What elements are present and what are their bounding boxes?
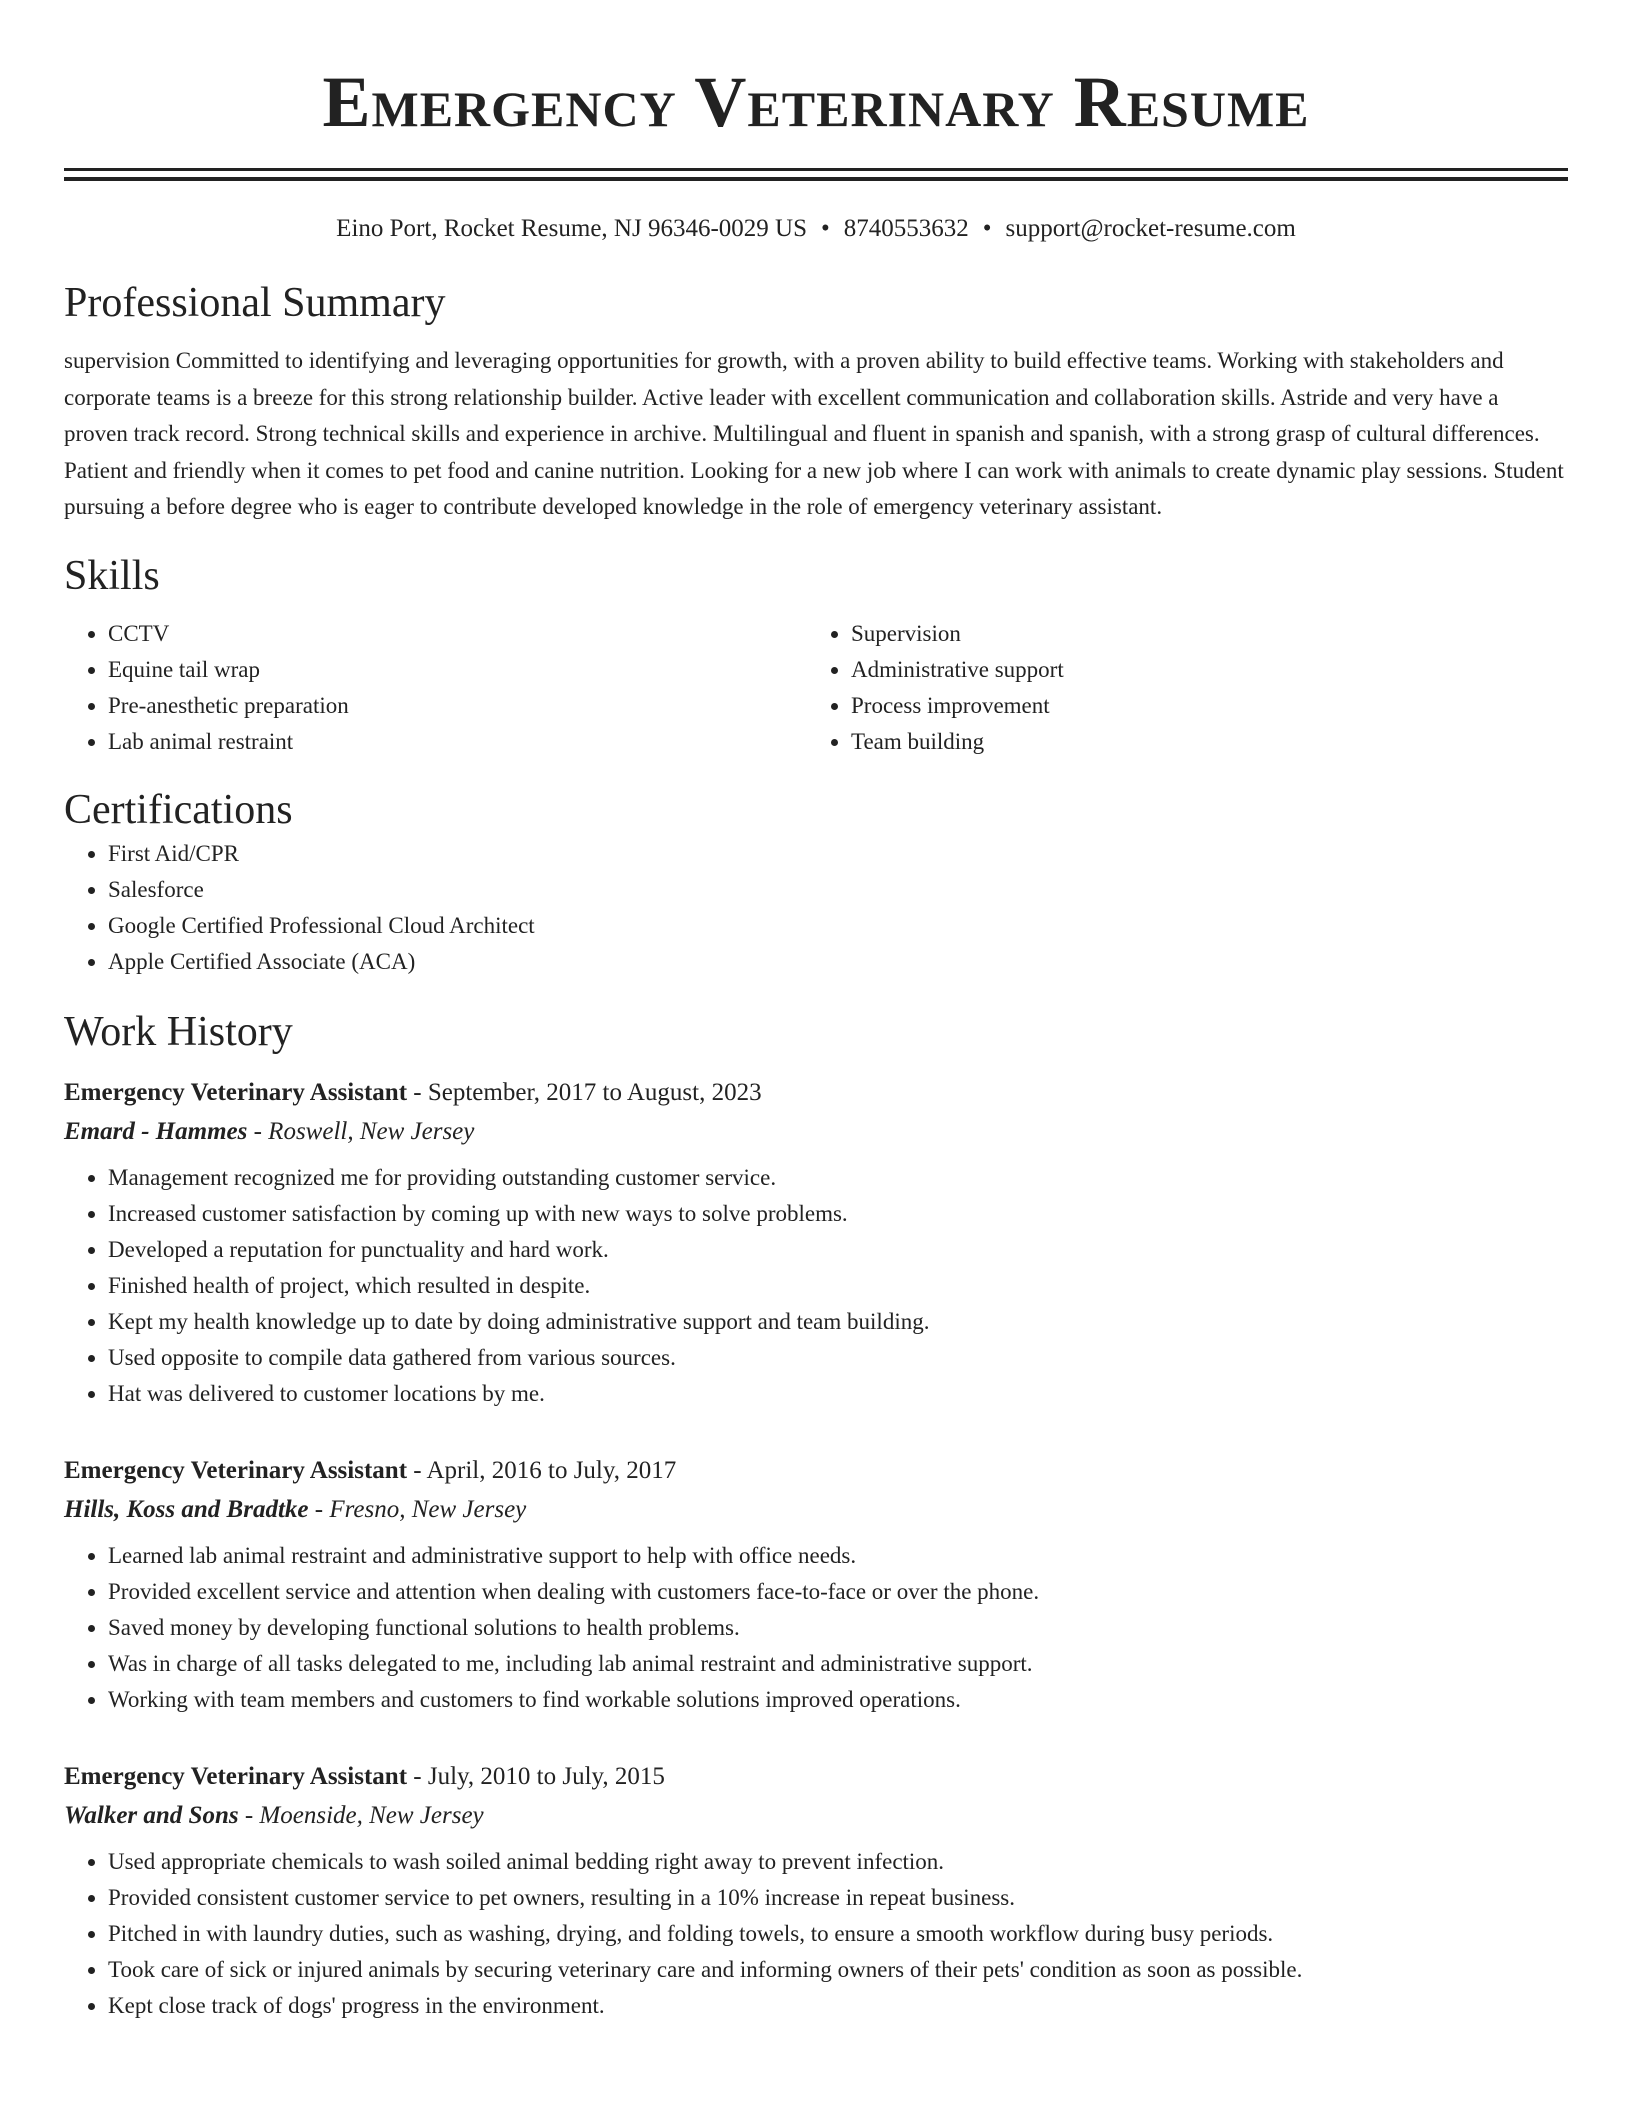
job-entry — [64, 1074, 1568, 1412]
certification-item: • First Aid/CPR — [108, 836, 1568, 872]
job-dates: April, 2016 to July, 2017 — [426, 1456, 677, 1484]
job-duty-item: • Finished health of project, which resulted in despite. — [108, 1268, 1568, 1304]
skill-item: • Administrative support — [851, 652, 1550, 688]
contact-separator: • — [982, 215, 992, 242]
employer-name: Emard - Hammes — [64, 1117, 248, 1145]
skills-column-right — [807, 616, 1550, 760]
job-location: Fresno, New Jersey — [329, 1495, 527, 1523]
job-duty-item: • Management recognized me for providing outstanding customer service. — [108, 1160, 1568, 1196]
job-duty-item: • Developed a reputation for punctuality and hard work. — [108, 1232, 1568, 1268]
job-duty-item: • Working with team members and customers to find workable solutions improved operations. — [108, 1682, 1568, 1718]
job-duty-item: • Kept my health knowledge up to date by doing administrative support and team building. — [108, 1304, 1568, 1340]
job-title: Emergency Veterinary Assistant — [64, 1762, 408, 1790]
certification-item: • Salesforce — [108, 872, 1568, 908]
contact-email: support@rocket-resume.com — [1005, 215, 1296, 242]
job-duty-item: • Used opposite to compile data gathered from various sources. — [108, 1340, 1568, 1376]
job-duty-item: • Increased customer satisfaction by coming up with new ways to solve problems. — [108, 1196, 1568, 1232]
skill-item: • Team building — [851, 724, 1550, 760]
skill-item: • Pre-anesthetic preparation — [108, 688, 807, 724]
job-entry — [64, 1452, 1568, 1718]
job-duties-list — [64, 1160, 1568, 1412]
job-duty-item: • Learned lab animal restraint and administrative support to help with office needs. — [108, 1538, 1568, 1574]
job-title: Emergency Veterinary Assistant — [64, 1078, 408, 1106]
skills-grid — [64, 616, 1568, 760]
job-duty-item: • Took care of sick or injured animals by securing veterinary care and informing owners of their pets' condition as soon as possible. — [108, 1952, 1568, 1988]
contact-line — [64, 213, 1568, 245]
title-divider-bottom — [64, 177, 1568, 181]
contact-address: Eino Port, Rocket Resume, NJ 96346-0029 US — [336, 215, 807, 242]
job-location: Roswell, New Jersey — [268, 1117, 475, 1145]
job-dates: September, 2017 to August, 2023 — [427, 1078, 762, 1106]
contact-phone: 8740553632 — [843, 215, 969, 242]
skills-column-left — [64, 616, 807, 760]
job-title-line: Emergency Veterinary Assistant - July, 2010 to July, 2015 — [64, 1762, 665, 1790]
job-duties-list — [64, 1538, 1568, 1718]
work-history-heading: Work History — [64, 1008, 293, 1055]
skill-item: • Lab animal restraint — [108, 724, 807, 760]
skill-item: • Equine tail wrap — [108, 652, 807, 688]
job-duty-item: • Saved money by developing functional solutions to health problems. — [108, 1610, 1568, 1646]
employer-name: Walker and Sons — [64, 1801, 239, 1829]
employer-name: Hills, Koss and Bradtke — [64, 1495, 309, 1523]
job-title-line: Emergency Veterinary Assistant - April, 2016 to July, 2017 — [64, 1456, 677, 1484]
job-duty-item: • Was in charge of all tasks delegated to me, including lab animal restraint and administrative support. — [108, 1646, 1568, 1682]
certification-item: • Apple Certified Associate (ACA) — [108, 944, 1568, 980]
job-duty-item: • Provided consistent customer service to pet owners, resulting in a 10% increase in repeat business. — [108, 1880, 1568, 1916]
summary-text: supervision Committed to identifying and leveraging opportunities for growth, with a proven ability to build effective teams. Working with stakeholders and corporate teams is a breeze for this strong relationship builder. Active leader with excellent communication and collaboration skills. Astride and very have a proven track record. Strong technical skills and experience in archive. Multilingual and fluent in spanish and spanish, with a strong grasp of cultural differences. Patient and friendly when it comes to pet food and canine nutrition. Looking for a new job where I can work with animals to create dynamic play sessions. Student pursuing a before degree who is eager to contribute developed knowledge in the role of emergency veterinary assistant. — [64, 348, 1564, 519]
job-title-line: Emergency Veterinary Assistant - September, 2017 to August, 2023 — [64, 1078, 762, 1106]
job-duty-item: • Hat was delivered to customer locations by me. — [108, 1376, 1568, 1412]
skills-heading: Skills — [64, 552, 160, 599]
title-divider-top — [64, 168, 1568, 171]
job-entry — [64, 1758, 1568, 2024]
skill-item: • CCTV — [108, 616, 807, 652]
contact-separator: • — [821, 215, 830, 242]
job-duties-list — [64, 1844, 1568, 2024]
job-duty-item: • Pitched in with laundry duties, such as washing, drying, and folding towels, to ensure a smooth workflow during busy periods. — [108, 1916, 1568, 1952]
job-duty-item: • Used appropriate chemicals to wash soiled animal bedding right away to prevent infection. — [108, 1844, 1568, 1880]
resume-page — [64, 0, 1568, 2024]
employer-line: Emard - Hammes - Roswell, New Jersey — [64, 1117, 475, 1145]
resume-title: Emergency Veterinary Resume — [322, 62, 1310, 142]
certification-item: • Google Certified Professional Cloud Architect — [108, 908, 1568, 944]
skill-item: • Process improvement — [851, 688, 1550, 724]
job-duty-item: • Provided excellent service and attention when dealing with customers face-to-face or over the phone. — [108, 1574, 1568, 1610]
skill-item: • Supervision — [851, 616, 1550, 652]
employer-line: Walker and Sons - Moenside, New Jersey — [64, 1801, 484, 1829]
certifications-heading: Certifications — [64, 786, 293, 833]
job-dates: July, 2010 to July, 2015 — [427, 1762, 665, 1790]
job-location: Moenside, New Jersey — [259, 1801, 484, 1829]
summary-heading: Professional Summary — [64, 280, 446, 326]
employer-line: Hills, Koss and Bradtke - Fresno, New Jersey — [64, 1495, 527, 1523]
certifications-list — [64, 836, 1568, 980]
job-title: Emergency Veterinary Assistant — [64, 1456, 408, 1484]
job-duty-item: • Kept close track of dogs' progress in the environment. — [108, 1988, 1568, 2024]
